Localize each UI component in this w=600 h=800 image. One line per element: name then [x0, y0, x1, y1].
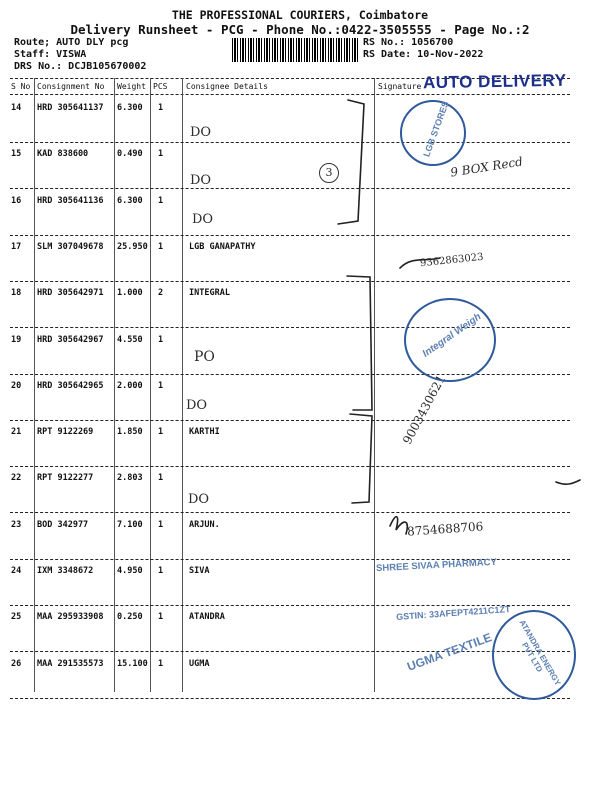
handwritten-do: DO	[192, 212, 214, 227]
cell-consignment: MAA 295933908	[37, 612, 104, 622]
cell-sno: 24	[11, 566, 22, 576]
cell-sno: 25	[11, 612, 22, 622]
drs-number: DRS No.: DCJB105670002	[14, 61, 147, 72]
col-consignment: Consignment No	[37, 82, 105, 91]
cell-sno: 21	[11, 427, 22, 437]
route-label: Route; AUTO DLY pcg	[14, 37, 129, 48]
signature-stroke	[556, 480, 580, 484]
col-sno: S No	[11, 82, 31, 91]
company-title: THE PROFESSIONAL COURIERS, Coimbatore	[171, 8, 429, 22]
cell-sno: 23	[11, 520, 22, 530]
cell-sno: 22	[11, 473, 22, 483]
cell-consignment: BOD 342977	[37, 520, 89, 530]
cell-pcs: 1	[158, 612, 164, 622]
handwritten-circled-number: 3	[319, 163, 339, 183]
lgb-stores-stamp: LGB STORES	[400, 100, 466, 166]
handwritten-phone: 9362863023	[419, 251, 485, 270]
signature-stroke	[400, 258, 440, 268]
bracket-mark	[338, 100, 364, 224]
cell-weight: 4.950	[117, 566, 143, 576]
cell-weight: 25.950	[117, 242, 148, 252]
cell-sno: 15	[11, 149, 22, 159]
cell-weight: 0.490	[117, 149, 143, 159]
rs-number: RS No.: 1056700	[363, 37, 454, 48]
cell-sno: 18	[11, 288, 22, 298]
cell-weight: 2.803	[117, 473, 143, 483]
handwritten-do: DO	[190, 125, 212, 140]
cell-pcs: 1	[158, 566, 164, 576]
cell-weight: 6.300	[117, 196, 143, 206]
staff-label: Staff: VISWA	[14, 49, 87, 60]
cell-consignment: HRD 305642965	[37, 381, 104, 391]
cell-weight: 2.000	[117, 381, 143, 391]
cell-consignment: RPT 9122269	[37, 427, 94, 437]
cell-consignee: LGB GANAPATHY	[189, 242, 256, 252]
cell-consignee: UGMA	[189, 659, 210, 669]
bracket-mark	[350, 414, 372, 503]
cell-sno: 19	[11, 335, 22, 345]
cell-pcs: 1	[158, 335, 164, 345]
cell-consignee: KARTHI	[189, 427, 220, 437]
cell-consignment: HRD 305642971	[37, 288, 104, 298]
handwritten-note: 9 BOX Recd	[449, 154, 524, 180]
cell-pcs: 1	[158, 242, 164, 252]
cell-consignment: MAA 291535573	[37, 659, 104, 669]
cell-consignment: HRD 305642967	[37, 335, 104, 345]
cell-pcs: 1	[158, 149, 164, 159]
cell-weight: 15.100	[117, 659, 148, 669]
cell-weight: 4.550	[117, 335, 143, 345]
integral-weighing-stamp: Integral Weigh	[404, 298, 496, 382]
cell-weight: 1.000	[117, 288, 143, 298]
bracket-mark	[347, 276, 372, 410]
signature-stroke	[390, 517, 407, 534]
col-signature: Signature	[378, 82, 422, 91]
handwritten-do: DO	[188, 492, 210, 507]
atandra-energy-stamp: ATANDRA ENERGY PVT LTD	[492, 610, 576, 700]
cell-consignment: HRD 305641137	[37, 103, 104, 113]
cell-sno: 20	[11, 381, 22, 391]
cell-consignment: RPT 9122277	[37, 473, 94, 483]
cell-consignee: ATANDRA	[189, 612, 225, 622]
cell-weight: 1.850	[117, 427, 143, 437]
cell-consignee: ARJUN.	[189, 520, 220, 530]
cell-weight: 6.300	[117, 103, 143, 113]
handwritten-do: DO	[190, 173, 212, 188]
cell-sno: 26	[11, 659, 22, 669]
cell-pcs: 2	[158, 288, 164, 298]
cell-pcs: 1	[158, 659, 164, 669]
cell-pcs: 1	[158, 103, 164, 113]
col-consignee: Consignee Details	[186, 82, 268, 91]
col-weight: Weight	[117, 82, 146, 91]
auto-delivery-stamp: AUTO DELIVERY	[422, 70, 567, 93]
handwritten-po: PO	[194, 349, 215, 365]
cell-pcs: 1	[158, 381, 164, 391]
cell-pcs: 1	[158, 196, 164, 206]
cell-consignment: SLM 307049678	[37, 242, 104, 252]
cell-weight: 0.250	[117, 612, 143, 622]
cell-sno: 16	[11, 196, 22, 206]
cell-pcs: 1	[158, 427, 164, 437]
cell-sno: 14	[11, 103, 22, 113]
col-pcs: PCS	[153, 82, 168, 91]
cell-pcs: 1	[158, 520, 164, 530]
handwritten-phone: 9003430621	[400, 372, 449, 447]
cell-consignee: INTEGRAL	[189, 288, 230, 298]
handwritten-do: DO	[186, 398, 208, 413]
runsheet-title: Delivery Runsheet - PCG - Phone No.:0422-3505555 - Page No.:2	[70, 22, 530, 37]
cell-consignment: HRD 305641136	[37, 196, 104, 206]
cell-sno: 17	[11, 242, 22, 252]
cell-weight: 7.100	[117, 520, 143, 530]
rs-date: RS Date: 10-Nov-2022	[363, 49, 484, 60]
handwritten-phone: 8754688706	[406, 519, 484, 539]
delivery-runsheet-page: THE PROFESSIONAL COURIERS, Coimbatore Delivery Runsheet - PCG - Phone No.:0422-3505555 - Page No.:2 Route; AUTO DLY pcg Staff: VISWA DRS No.: DCJB105670002 RS No.: 1056700 RS Date: 10-Nov-2022 S No Consignment No Weight PCS Consignee Details Signature AUTO DELIVERY 14 HRD 305641137 6.300 1 15 KAD 838600 0.490 1 16 HRD 305641136 6.300 1 17 SLM 307049678 25.950 1 LGB GANAPATHY 18 HRD 305642971 1.000 2 INTEGRAL 19 HRD 305642967 4.550 1 20 HRD 305642965 2.000 1 21 RPT 9122269 1.850 1 KARTHI 22 RPT 9122277 2.803 1 23 BOD 342977 7.100 1 ARJUN. 24 IXM 3348672 4.950 1 SIVA 25 MAA 295933908 0.250 1 ATANDRA 26 MAA 291535573 15.100 1 UGMA DO DO DO PO DO DO 3 9 BOX Recd 9362863023 8754688706 9003430621 LGB STORES Integral Weigh SHREE SIVAA PHARMACY GSTIN: 33AFEPT4211C1ZT ATANDRA ENERGY PVT LTD UGMA TEXTILE	[0, 0, 600, 800]
cell-consignee: SIVA	[189, 566, 210, 576]
cell-consignment: KAD 838600	[37, 149, 89, 159]
cell-consignment: IXM 3348672	[37, 566, 94, 576]
cell-pcs: 1	[158, 473, 164, 483]
